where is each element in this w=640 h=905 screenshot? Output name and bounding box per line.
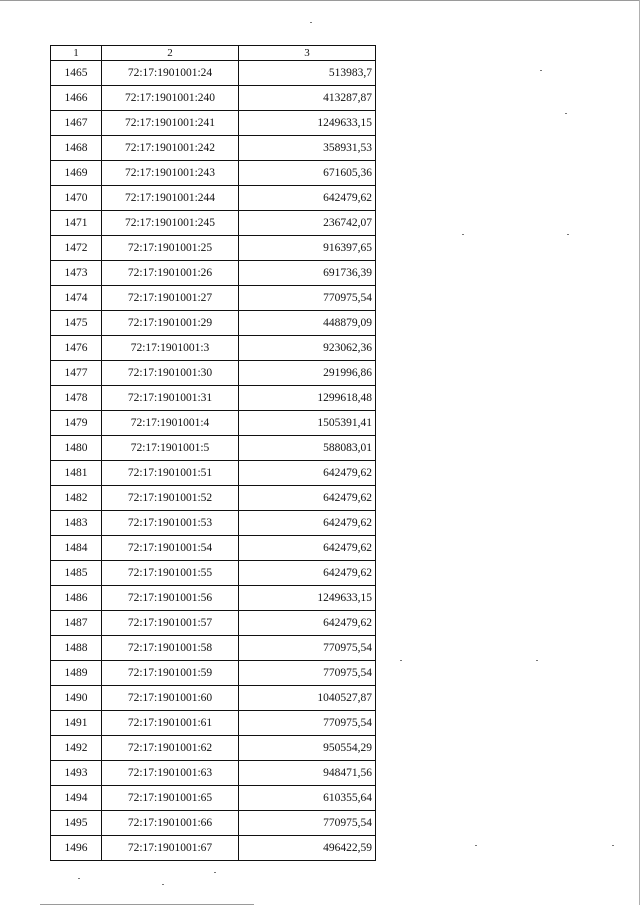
value-cell: 610355,64 xyxy=(239,786,376,811)
row-number-cell: 1474 xyxy=(51,286,102,311)
row-number-cell: 1466 xyxy=(51,86,102,111)
table-row xyxy=(51,661,376,686)
row-number-cell: 1471 xyxy=(51,211,102,236)
cadastral-number-cell: 72:17:1901001:59 xyxy=(102,661,239,686)
table-row xyxy=(51,211,376,236)
value-cell: 413287,87 xyxy=(239,86,376,111)
table-row xyxy=(51,786,376,811)
table-row xyxy=(51,361,376,386)
row-number-cell: 1482 xyxy=(51,486,102,511)
value-cell: 358931,53 xyxy=(239,136,376,161)
table-row xyxy=(51,236,376,261)
value-cell: 671605,36 xyxy=(239,161,376,186)
value-cell: 691736,39 xyxy=(239,261,376,286)
cadastral-number-cell: 72:17:1901001:31 xyxy=(102,386,239,411)
row-number-cell: 1469 xyxy=(51,161,102,186)
table-row xyxy=(51,636,376,661)
value-cell: 448879,09 xyxy=(239,311,376,336)
scan-speck xyxy=(567,234,569,235)
row-number-cell: 1478 xyxy=(51,386,102,411)
row-number-cell: 1475 xyxy=(51,311,102,336)
table-row xyxy=(51,461,376,486)
table-row xyxy=(51,736,376,761)
table-row xyxy=(51,811,376,836)
scan-speck xyxy=(78,878,80,879)
row-number-cell: 1488 xyxy=(51,636,102,661)
value-cell: 642479,62 xyxy=(239,561,376,586)
value-cell: 1040527,87 xyxy=(239,686,376,711)
cadastral-number-cell: 72:17:1901001:67 xyxy=(102,836,239,861)
scan-speck xyxy=(162,884,164,885)
row-number-cell: 1480 xyxy=(51,436,102,461)
scan-speck xyxy=(612,845,614,846)
row-number-cell: 1479 xyxy=(51,411,102,436)
value-cell: 948471,56 xyxy=(239,761,376,786)
scan-speck xyxy=(462,234,464,235)
table-row xyxy=(51,686,376,711)
table-row xyxy=(51,436,376,461)
table-row xyxy=(51,411,376,436)
row-number-cell: 1495 xyxy=(51,811,102,836)
row-number-cell: 1473 xyxy=(51,261,102,286)
column-header-3: 3 xyxy=(239,46,376,61)
scan-speck xyxy=(565,113,567,114)
cadastral-number-cell: 72:17:1901001:27 xyxy=(102,286,239,311)
value-cell: 642479,62 xyxy=(239,611,376,636)
table-row xyxy=(51,761,376,786)
row-number-cell: 1489 xyxy=(51,661,102,686)
row-number-cell: 1468 xyxy=(51,136,102,161)
row-number-cell: 1465 xyxy=(51,61,102,86)
value-cell: 1249633,15 xyxy=(239,586,376,611)
table-row xyxy=(51,286,376,311)
column-header-1: 1 xyxy=(51,46,102,61)
row-number-cell: 1467 xyxy=(51,111,102,136)
cadastral-number-cell: 72:17:1901001:244 xyxy=(102,186,239,211)
value-cell: 642479,62 xyxy=(239,186,376,211)
value-cell: 642479,62 xyxy=(239,536,376,561)
table-row xyxy=(51,536,376,561)
page-edge-top xyxy=(0,0,640,1)
cadastral-number-cell: 72:17:1901001:63 xyxy=(102,761,239,786)
table-row xyxy=(51,111,376,136)
value-cell: 770975,54 xyxy=(239,661,376,686)
cadastral-number-cell: 72:17:1901001:51 xyxy=(102,461,239,486)
value-cell: 291996,86 xyxy=(239,361,376,386)
table-row xyxy=(51,336,376,361)
value-cell: 513983,7 xyxy=(239,61,376,86)
cadastral-number-cell: 72:17:1901001:25 xyxy=(102,236,239,261)
row-number-cell: 1472 xyxy=(51,236,102,261)
value-cell: 588083,01 xyxy=(239,436,376,461)
table-row xyxy=(51,311,376,336)
row-number-cell: 1481 xyxy=(51,461,102,486)
table-row xyxy=(51,86,376,111)
row-number-cell: 1494 xyxy=(51,786,102,811)
register-table-body xyxy=(51,46,376,861)
cadastral-number-cell: 72:17:1901001:65 xyxy=(102,786,239,811)
cadastral-number-cell: 72:17:1901001:240 xyxy=(102,86,239,111)
value-cell: 642479,62 xyxy=(239,486,376,511)
row-number-cell: 1485 xyxy=(51,561,102,586)
value-cell: 496422,59 xyxy=(239,836,376,861)
scan-speck xyxy=(475,845,477,846)
value-cell: 770975,54 xyxy=(239,636,376,661)
table-row xyxy=(51,836,376,861)
value-cell: 770975,54 xyxy=(239,811,376,836)
table-header-row xyxy=(51,46,376,61)
cadastral-number-cell: 72:17:1901001:58 xyxy=(102,636,239,661)
cadastral-number-cell: 72:17:1901001:53 xyxy=(102,511,239,536)
value-cell: 1249633,15 xyxy=(239,111,376,136)
cadastral-number-cell: 72:17:1901001:60 xyxy=(102,686,239,711)
cadastral-number-cell: 72:17:1901001:52 xyxy=(102,486,239,511)
cadastral-number-cell: 72:17:1901001:241 xyxy=(102,111,239,136)
scan-speck xyxy=(214,872,216,873)
value-cell: 916397,65 xyxy=(239,236,376,261)
cadastral-number-cell: 72:17:1901001:57 xyxy=(102,611,239,636)
table-row xyxy=(51,186,376,211)
row-number-cell: 1486 xyxy=(51,586,102,611)
cadastral-number-cell: 72:17:1901001:26 xyxy=(102,261,239,286)
row-number-cell: 1476 xyxy=(51,336,102,361)
value-cell: 236742,07 xyxy=(239,211,376,236)
table-row xyxy=(51,61,376,86)
scan-speck xyxy=(400,660,402,661)
cadastral-number-cell: 72:17:1901001:24 xyxy=(102,61,239,86)
cadastral-number-cell: 72:17:1901001:242 xyxy=(102,136,239,161)
cadastral-number-cell: 72:17:1901001:4 xyxy=(102,411,239,436)
table-row xyxy=(51,586,376,611)
table-row xyxy=(51,486,376,511)
cadastral-number-cell: 72:17:1901001:30 xyxy=(102,361,239,386)
scan-speck xyxy=(540,70,542,71)
cadastral-number-cell: 72:17:1901001:243 xyxy=(102,161,239,186)
value-cell: 642479,62 xyxy=(239,511,376,536)
table-row xyxy=(51,136,376,161)
row-number-cell: 1470 xyxy=(51,186,102,211)
cadastral-number-cell: 72:17:1901001:3 xyxy=(102,336,239,361)
value-cell: 770975,54 xyxy=(239,286,376,311)
row-number-cell: 1492 xyxy=(51,736,102,761)
value-cell: 770975,54 xyxy=(239,711,376,736)
value-cell: 642479,62 xyxy=(239,461,376,486)
cadastral-number-cell: 72:17:1901001:245 xyxy=(102,211,239,236)
table-row xyxy=(51,611,376,636)
table-row xyxy=(51,261,376,286)
value-cell: 1505391,41 xyxy=(239,411,376,436)
row-number-cell: 1490 xyxy=(51,686,102,711)
scan-speck xyxy=(310,22,312,23)
table-row xyxy=(51,386,376,411)
value-cell: 923062,36 xyxy=(239,336,376,361)
table-row xyxy=(51,161,376,186)
table-row xyxy=(51,561,376,586)
row-number-cell: 1477 xyxy=(51,361,102,386)
cadastral-number-cell: 72:17:1901001:62 xyxy=(102,736,239,761)
cadastral-number-cell: 72:17:1901001:5 xyxy=(102,436,239,461)
cadastral-number-cell: 72:17:1901001:56 xyxy=(102,586,239,611)
row-number-cell: 1493 xyxy=(51,761,102,786)
cadastral-number-cell: 72:17:1901001:29 xyxy=(102,311,239,336)
value-cell: 950554,29 xyxy=(239,736,376,761)
row-number-cell: 1484 xyxy=(51,536,102,561)
value-cell: 1299618,48 xyxy=(239,386,376,411)
row-number-cell: 1483 xyxy=(51,511,102,536)
cadastral-number-cell: 72:17:1901001:61 xyxy=(102,711,239,736)
row-number-cell: 1487 xyxy=(51,611,102,636)
scan-speck xyxy=(536,660,538,661)
row-number-cell: 1491 xyxy=(51,711,102,736)
register-table xyxy=(50,45,376,861)
table-row xyxy=(51,511,376,536)
cadastral-number-cell: 72:17:1901001:54 xyxy=(102,536,239,561)
column-header-2: 2 xyxy=(102,46,239,61)
cadastral-number-cell: 72:17:1901001:66 xyxy=(102,811,239,836)
table-row xyxy=(51,711,376,736)
cadastral-number-cell: 72:17:1901001:55 xyxy=(102,561,239,586)
row-number-cell: 1496 xyxy=(51,836,102,861)
